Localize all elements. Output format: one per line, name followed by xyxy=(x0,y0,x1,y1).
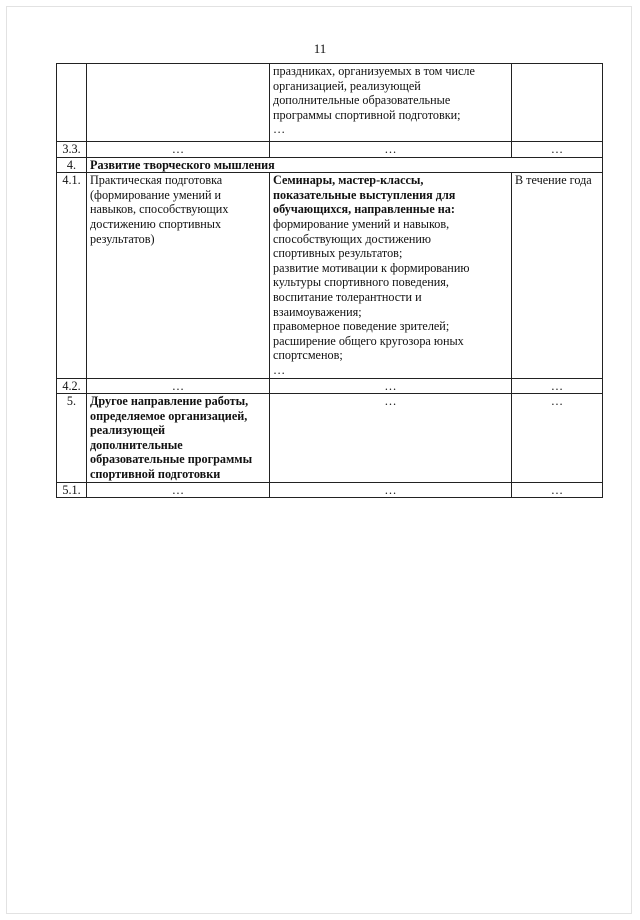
table-row-section-4 xyxy=(57,157,603,173)
table-row-4-2 xyxy=(57,378,603,394)
cell-content: … xyxy=(270,378,512,394)
cell-timing xyxy=(512,64,603,142)
activities-table xyxy=(56,63,603,498)
cell-name xyxy=(87,64,270,142)
table-row-5 xyxy=(57,394,603,483)
cell-content xyxy=(270,173,512,378)
section-title-line: дополнительные xyxy=(90,437,183,452)
content-line: дополнительные образовательные xyxy=(273,93,451,108)
name-line: Практическая подготовка xyxy=(90,173,223,188)
cell-timing: В течение года xyxy=(512,173,603,378)
cell-num xyxy=(57,64,87,142)
cell-name xyxy=(87,394,270,483)
content-heading-line: показательные выступления для xyxy=(273,187,456,202)
content-heading-line: обучающихся, направленные на: xyxy=(273,202,455,217)
section-title-line: Другое направление работы, xyxy=(90,394,249,409)
content-line: программы спортивной подготовки; xyxy=(273,107,461,122)
content-line: расширение общего кругозора юных xyxy=(273,333,464,348)
cell-timing: … xyxy=(512,482,603,498)
table-row-5-1 xyxy=(57,482,603,498)
name-line: навыков, способствующих xyxy=(90,202,229,217)
cell-name: … xyxy=(87,482,270,498)
cell-name: … xyxy=(87,142,270,158)
cell-content: … xyxy=(270,394,512,483)
page-number: 11 xyxy=(313,41,327,56)
section-title-line: образовательные программы xyxy=(90,452,253,467)
content-line: способствующих достижению xyxy=(273,231,432,246)
content-line: … xyxy=(273,362,286,377)
cell-num: 4. xyxy=(57,157,87,173)
cell-content: … xyxy=(270,482,512,498)
cell-num: 3.3. xyxy=(57,142,87,158)
content-line: взаимоуважения; xyxy=(273,304,362,319)
content-line: праздниках, организуемых в том числе xyxy=(273,64,475,78)
section-title-line: спортивной подготовки xyxy=(90,467,221,482)
cell-name xyxy=(87,173,270,378)
cell-name: … xyxy=(87,378,270,394)
content-heading-line: Семинары, мастер-классы, xyxy=(273,173,424,188)
content-line: культуры спортивного поведения, xyxy=(273,275,449,290)
section-title-line: реализующей xyxy=(90,423,166,438)
cell-num: 5.1. xyxy=(57,482,87,498)
content-line: … xyxy=(273,122,286,137)
name-line: (формирование умений и xyxy=(90,187,222,202)
cell-timing: … xyxy=(512,378,603,394)
table-row-continuation xyxy=(57,64,603,142)
table-row-3-3 xyxy=(57,142,603,158)
cell-num: 4.2. xyxy=(57,378,87,394)
table-row-4-1 xyxy=(57,173,603,378)
content-line: правомерное поведение зрителей; xyxy=(273,319,450,334)
content-line: организацией, реализующей xyxy=(273,78,421,93)
content-line: воспитание толерантности и xyxy=(273,289,422,304)
content-line: развитие мотивации к формированию xyxy=(273,260,470,275)
cell-num: 5. xyxy=(57,394,87,483)
cell-num: 4.1. xyxy=(57,173,87,378)
cell-content: … xyxy=(270,142,512,158)
cell-timing: … xyxy=(512,142,603,158)
name-line: достижению спортивных xyxy=(90,216,222,231)
section-title: Развитие творческого мышления xyxy=(87,157,603,173)
cell-timing: … xyxy=(512,394,603,483)
content-line: спортивных результатов; xyxy=(273,246,403,261)
section-title-line: определяемое организацией, xyxy=(90,408,248,423)
content-line: формирование умений и навыков, xyxy=(273,216,450,231)
content-line: спортсменов; xyxy=(273,348,343,363)
cell-content xyxy=(270,64,512,142)
name-line: результатов) xyxy=(90,231,155,246)
